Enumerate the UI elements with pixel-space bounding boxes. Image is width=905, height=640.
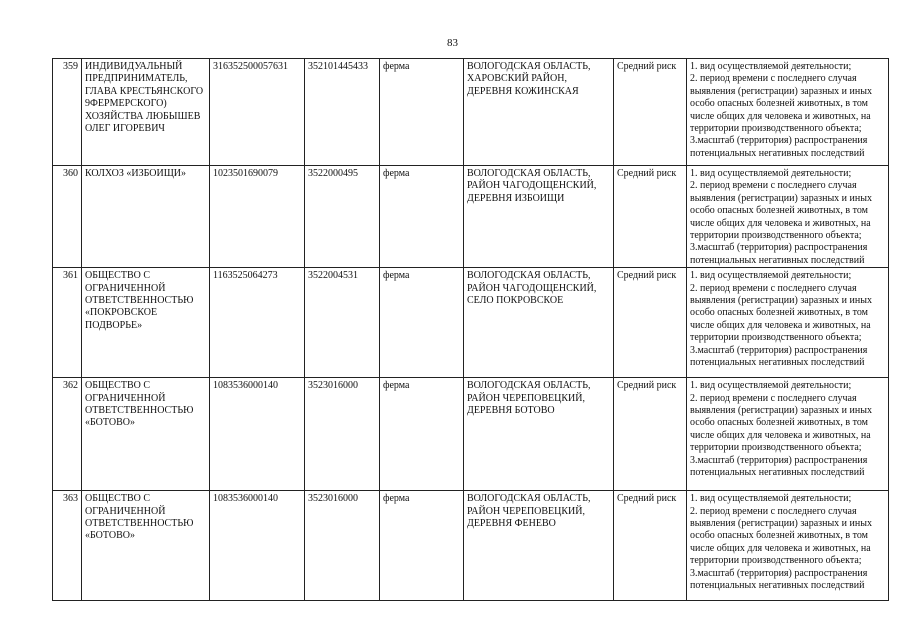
- criteria-line: числе общих для человека и животных, на: [690, 217, 871, 229]
- risk-criteria-cell: [687, 491, 889, 601]
- criteria-line: выявления (регистрации) заразных и иных: [690, 405, 872, 417]
- criteria-line: 1. вид осуществляемой деятельности;: [690, 168, 852, 179]
- address-cell: ВОЛОГОДСКАЯ ОБЛАСТЬ, РАЙОН ЧЕРЕПОВЕЦКИЙ, ДЕРЕВНЯ ФЕНЕВО: [464, 491, 614, 601]
- criteria-line: 3.масштаб (территория) распространения: [690, 454, 868, 466]
- inn-cell: 3522000495: [305, 166, 380, 268]
- risk-criteria-cell: [687, 166, 889, 268]
- ogrn-cell: 1083536000140: [210, 491, 305, 601]
- criteria-line: 3.масштаб (территория) распространения: [690, 135, 868, 147]
- ogrn-cell: 1163525064273: [210, 268, 305, 378]
- table-row: [53, 268, 889, 378]
- criteria-line: 2. период времени с последнего случая: [690, 180, 857, 192]
- criteria-line: числе общих для человека и животных, на: [690, 542, 871, 554]
- ogrn-cell: 1023501690079: [210, 166, 305, 268]
- criteria-line: выявления (регистрации) заразных и иных: [690, 85, 872, 97]
- criteria-line: 1. вид осуществляемой деятельности;: [690, 61, 852, 72]
- risk-category-cell: Средний риск: [614, 166, 687, 268]
- row-number: 362: [53, 378, 82, 491]
- criteria-line: числе общих для человека и животных, на: [690, 429, 871, 441]
- address-cell: ВОЛОГОДСКАЯ ОБЛАСТЬ, ХАРОВСКИЙ РАЙОН, ДЕРЕВНЯ КОЖИНСКАЯ: [464, 59, 614, 166]
- criteria-line: особо опасных болезней животных, в том: [690, 417, 868, 429]
- criteria-line: особо опасных болезней животных, в том: [690, 307, 868, 319]
- criteria-line: потенциальных негативных последствий: [690, 580, 865, 592]
- criteria-line: 1. вид осуществляемой деятельности;: [690, 493, 852, 505]
- criteria-line: особо опасных болезней животных, в том: [690, 530, 868, 542]
- criteria-line: 3.масштаб (территория) распространения: [690, 242, 868, 254]
- inn-cell: 3523016000: [305, 378, 380, 491]
- risk-criteria-cell: [687, 59, 889, 166]
- row-number: 359: [53, 59, 82, 166]
- inn-cell: 3522004531: [305, 268, 380, 378]
- organization-name: ОБЩЕСТВО С ОГРАНИЧЕННОЙ ОТВЕТСТВЕННОСТЬЮ «БОТОВО»: [82, 378, 210, 491]
- criteria-line: территории производственного объекта;: [690, 332, 862, 344]
- row-number: 361: [53, 268, 82, 378]
- criteria-line: числе общих для человека и животных, на: [690, 110, 871, 122]
- criteria-line: потенциальных негативных последствий: [690, 357, 865, 369]
- page-number: 83: [447, 37, 458, 49]
- row-number: 363: [53, 491, 82, 601]
- risk-category-cell: Средний риск: [614, 491, 687, 601]
- object-type-cell: ферма: [380, 378, 464, 491]
- organization-name: ИНДИВИДУАЛЬНЫЙ ПРЕДПРИНИМАТЕЛЬ, ГЛАВА КРЕСТЬЯНСКОГО 9ФЕРМЕРСКОГО) ХОЗЯЙСТВА ЛЮБЫШЕВ ОЛЕГ ИГОРЕВИЧ: [82, 59, 210, 166]
- criteria-line: 3.масштаб (территория) распространения: [690, 344, 868, 356]
- object-type-cell: ферма: [380, 166, 464, 268]
- inn-cell: 352101445433: [305, 59, 380, 166]
- inn-cell: 3523016000: [305, 491, 380, 601]
- criteria-line: потенциальных негативных последствий: [690, 254, 865, 266]
- table-row: [53, 166, 889, 268]
- object-type-cell: ферма: [380, 268, 464, 378]
- ogrn-cell: 316352500057631: [210, 59, 305, 166]
- ogrn-cell: 1083536000140: [210, 378, 305, 491]
- criteria-line: территории производственного объекта;: [690, 555, 862, 567]
- risk-criteria-cell: [687, 268, 889, 378]
- criteria-line: особо опасных болезней животных, в том: [690, 98, 868, 110]
- row-number: 360: [53, 166, 82, 268]
- table-row: [53, 59, 889, 166]
- criteria-line: 2. период времени с последнего случая: [690, 282, 857, 294]
- organization-name: КОЛХОЗ «ИЗБОИЩИ»: [82, 166, 210, 268]
- criteria-line: 2. период времени с последнего случая: [690, 392, 857, 404]
- registry-table: [52, 58, 889, 601]
- criteria-line: потенциальных негативных последствий: [690, 147, 865, 159]
- risk-category-cell: Средний риск: [614, 59, 687, 166]
- criteria-line: выявления (регистрации) заразных и иных: [690, 518, 872, 530]
- address-cell: ВОЛОГОДСКАЯ ОБЛАСТЬ, РАЙОН ЧЕРЕПОВЕЦКИЙ, ДЕРЕВНЯ БОТОВО: [464, 378, 614, 491]
- criteria-line: территории производственного объекта;: [690, 230, 862, 242]
- address-cell: ВОЛОГОДСКАЯ ОБЛАСТЬ, РАЙОН ЧАГОДОЩЕНСКИЙ, ДЕРЕВНЯ ИЗБОИЩИ: [464, 166, 614, 268]
- criteria-line: 1. вид осуществляемой деятельности;: [690, 270, 852, 282]
- criteria-line: 2. период времени с последнего случая: [690, 73, 857, 85]
- table-row: [53, 378, 889, 491]
- criteria-line: особо опасных болезней животных, в том: [690, 205, 868, 217]
- table-row: [53, 491, 889, 601]
- object-type-cell: ферма: [380, 491, 464, 601]
- criteria-line: территории производственного объекта;: [690, 442, 862, 454]
- risk-criteria-cell: [687, 378, 889, 491]
- criteria-line: территории производственного объекта;: [690, 123, 862, 135]
- object-type-cell: ферма: [380, 59, 464, 166]
- address-cell: ВОЛОГОДСКАЯ ОБЛАСТЬ, РАЙОН ЧАГОДОЩЕНСКИЙ, СЕЛО ПОКРОВСКОЕ: [464, 268, 614, 378]
- criteria-line: 2. период времени с последнего случая: [690, 505, 857, 517]
- criteria-line: выявления (регистрации) заразных и иных: [690, 295, 872, 307]
- criteria-line: числе общих для человека и животных, на: [690, 319, 871, 331]
- criteria-line: 1. вид осуществляемой деятельности;: [690, 380, 852, 392]
- criteria-line: выявления (регистрации) заразных и иных: [690, 192, 872, 204]
- organization-name: ОБЩЕСТВО С ОГРАНИЧЕННОЙ ОТВЕТСТВЕННОСТЬЮ «БОТОВО»: [82, 491, 210, 601]
- risk-category-cell: Средний риск: [614, 378, 687, 491]
- risk-category-cell: Средний риск: [614, 268, 687, 378]
- criteria-line: потенциальных негативных последствий: [690, 467, 865, 479]
- organization-name: ОБЩЕСТВО С ОГРАНИЧЕННОЙ ОТВЕТСТВЕННОСТЬЮ «ПОКРОВСКОЕ ПОДВОРЬЕ»: [82, 268, 210, 378]
- criteria-line: 3.масштаб (территория) распространения: [690, 567, 868, 579]
